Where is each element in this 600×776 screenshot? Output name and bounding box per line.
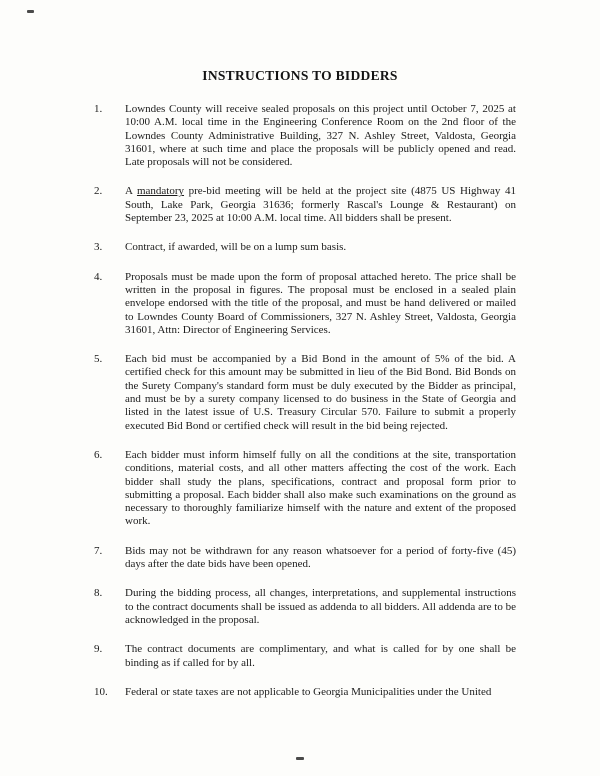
item-text: Proposals must be made upon the form of proposal attached hereto. The price shall be written in the proposal in figures. The proposal must be enclosed in a sealed plain envelope endorsed with the title of the proposal, and must be hand delivered or mailed to Lowndes County Board of Commissioners, 327 N. Ashley Street, Valdosta, Georgia 31601, Attn: Director of Engineering Services. (125, 270, 516, 336)
item-number: 3. (94, 241, 103, 254)
item-text: During the bidding process, all changes, interpretations, and supplemental instructions to the contract documents shall be issued as addenda to all bidders. All addenda are to be acknowledged in the proposal. (125, 587, 516, 626)
item-number: 2. (94, 185, 103, 198)
item-number: 6. (94, 448, 103, 461)
item-number: 1. (94, 103, 103, 115)
list-item (94, 185, 516, 225)
item-text: Lowndes County will receive sealed proposals on this project until October 7, 2025 at 10:00 A.M. local time in the Engineering Conference Room on the 2nd floor of the Lowndes County Administrative Building, 327 N. Ashley Street, Valdosta, Georgia 31601, where at such time and place the proposals will be publicly opened and read. Late proposals will not be considered. (125, 103, 516, 169)
item-text-segment: A (125, 185, 137, 198)
item-text-segment: pre-bid meeting will be held at the project site (4875 US Highway 41 South, Lake Park, Georgia 31636; formerly Rascal's Lounge & Restaurant) on September 23, 2025 at 10:00 A.M. local time. All bidders shall be present. (125, 185, 517, 225)
item-text (125, 185, 516, 225)
instruction-list (94, 103, 516, 699)
item-number: 4. (94, 270, 103, 283)
list-item (94, 686, 516, 699)
item-number: 7. (94, 544, 103, 557)
item-number: 5. (94, 353, 103, 366)
list-item (94, 241, 516, 254)
list-item (94, 271, 516, 337)
item-text: Contract, if awarded, will be on a lump sum basis. (125, 241, 347, 254)
list-item (94, 449, 516, 529)
list-item (94, 353, 516, 433)
item-text: The contract documents are complimentary, and what is called for by one shall be binding as if called for by all. (125, 643, 516, 669)
list-item (94, 103, 516, 169)
scan-artifact (27, 10, 34, 13)
item-text-underlined-word: mandatory (136, 185, 185, 198)
list-item (94, 587, 516, 627)
item-number: 9. (94, 643, 103, 656)
item-text: Each bid must be accompanied by a Bid Bond in the amount of 5% of the bid. A certified check for this amount may be submitted in lieu of the Bid Bond. Bid Bonds on the Surety Company's standard form must be duly executed by the Bidder as principal, and must be by a surety company licensed to do business in the State of Georgia and listed in the latest issue of U.S. Treasury Circular 570. Failure to submit a properly executed Bid Bond or certified check will result in the bid being rejected. (125, 353, 516, 432)
scan-artifact (296, 757, 304, 760)
item-text: Each bidder must inform himself fully on all the conditions at the site, transportation conditions, material costs, and all other matters affecting the cost of the work. Each bidder shall study the plans, specifications, contract and proposal form prior to submitting a proposal. Each bidder shall also make such examinations on the ground as necessary to thoroughly familiarize himself with the nature and extent of the proposed work. (125, 448, 516, 528)
list-item (94, 545, 516, 572)
page-title: INSTRUCTIONS TO BIDDERS (202, 68, 398, 83)
item-text: Federal or state taxes are not applicable to Georgia Municipalities under the United (125, 685, 492, 698)
list-item (94, 643, 516, 670)
item-text: Bids may not be withdrawn for any reason whatsoever for a period of forty-five (45) days after the date bids have been opened. (125, 544, 516, 571)
item-number: 8. (94, 587, 103, 600)
item-number: 10. (94, 685, 108, 698)
